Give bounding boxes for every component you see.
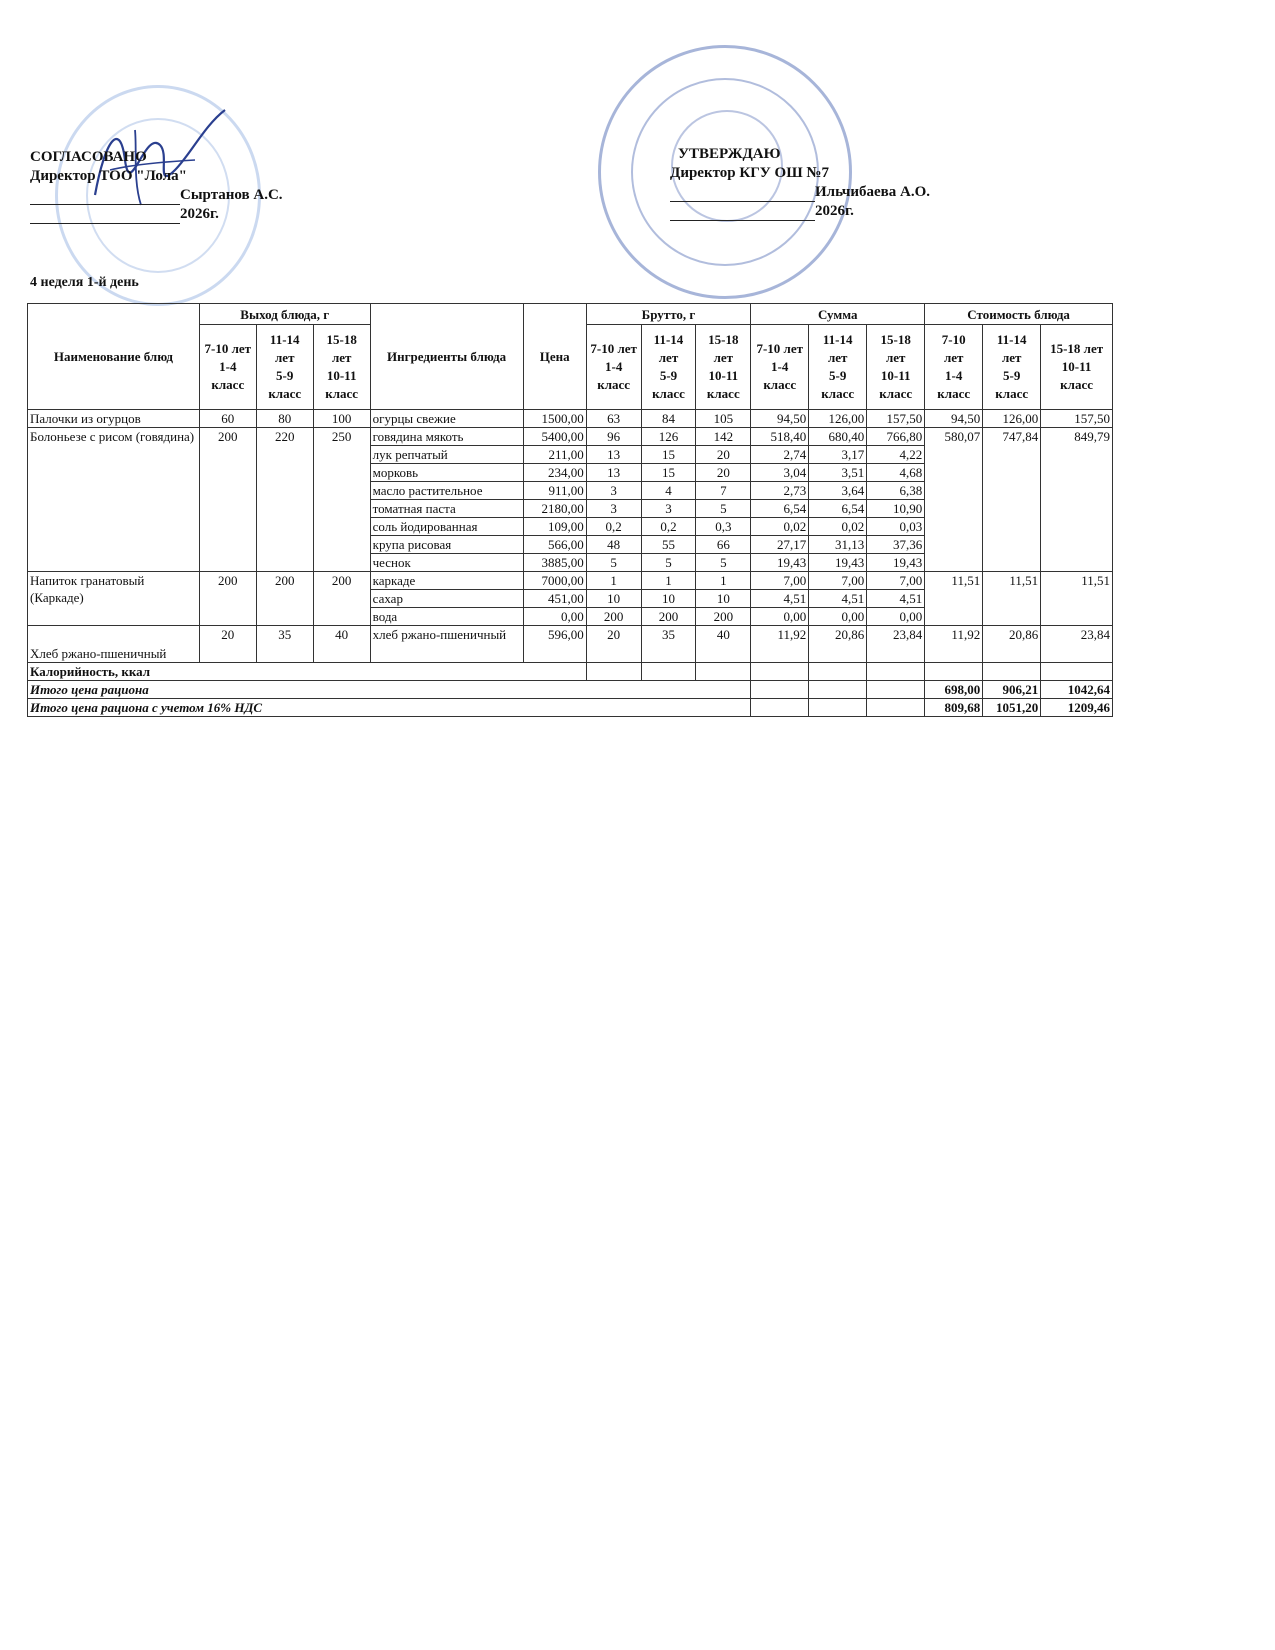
ingredient-sum: 3,17 (809, 446, 867, 464)
age-header-sum-1-line: лет (827, 350, 848, 365)
table-row (28, 428, 1113, 446)
age-header-cost-1-line: лет (1001, 350, 1022, 365)
calories-cell (809, 663, 867, 681)
header-sum: Сумма (751, 304, 925, 325)
ingredient-price: 596,00 (523, 626, 586, 663)
week-day-label: 4 неделя 1-й день (30, 275, 139, 290)
dish-cost: 849,79 (1041, 428, 1113, 572)
ingredient-sum: 680,40 (809, 428, 867, 446)
age-header-yield-2-line: 15-18 (326, 332, 357, 347)
ingredient-name: вода (370, 608, 523, 626)
age-header-yield-1-line: 5-9 (276, 368, 294, 383)
age-header-yield-2-line: класс (325, 386, 359, 401)
ingredient-sum: 10,90 (867, 500, 925, 518)
ingredient-sum: 3,64 (809, 482, 867, 500)
ingredient-sum: 94,50 (751, 410, 809, 428)
ingredient-brutto: 10 (696, 590, 751, 608)
ingredient-sum: 0,00 (809, 608, 867, 626)
ingredient-brutto: 5 (586, 554, 641, 572)
ingredient-brutto: 200 (641, 608, 696, 626)
age-header-cost-0 (925, 325, 983, 410)
ingredient-sum: 31,13 (809, 536, 867, 554)
total-vat-label: Итого цена рациона с учетом 16% НДС (28, 699, 751, 717)
ingredient-brutto: 66 (696, 536, 751, 554)
dish-cost: 94,50 (925, 410, 983, 428)
ingredient-name: говядина мякоть (370, 428, 523, 446)
ingredient-sum: 0,02 (809, 518, 867, 536)
ingredient-brutto: 1 (586, 572, 641, 590)
approval-right-name: Ильчибаева А.О. (815, 184, 930, 200)
ingredient-sum: 19,43 (751, 554, 809, 572)
total-empty-cell (751, 681, 809, 699)
ingredient-brutto: 126 (641, 428, 696, 446)
age-header-brutto-2-line: лет (713, 350, 734, 365)
ingredient-price: 7000,00 (523, 572, 586, 590)
total-value: 1042,64 (1041, 681, 1113, 699)
age-header-brutto-2-line: класс (706, 386, 740, 401)
age-header-brutto-1 (641, 325, 696, 410)
ingredient-sum: 3,04 (751, 464, 809, 482)
dish-yield: 20 (199, 626, 256, 663)
dish-cost: 11,51 (925, 572, 983, 626)
age-header-yield-1-line: 11-14 (269, 332, 300, 347)
age-header-brutto-1-line: 11-14 (653, 332, 684, 347)
ingredient-sum: 2,74 (751, 446, 809, 464)
total-empty-cell (867, 681, 925, 699)
age-header-yield-0-line: 1-4 (219, 359, 237, 374)
ingredient-sum: 19,43 (867, 554, 925, 572)
ingredient-brutto: 5 (696, 554, 751, 572)
age-header-yield-1-line: лет (275, 350, 295, 365)
approval-right-heading: УТВЕРЖДАЮ (678, 146, 781, 162)
age-header-cost-0-line: лет (943, 350, 964, 365)
ingredient-sum: 126,00 (809, 410, 867, 428)
ingredient-name: чеснок (370, 554, 523, 572)
dish-cost: 11,51 (1041, 572, 1113, 626)
ingredient-sum: 4,22 (867, 446, 925, 464)
total-label: Итого цена рациона (28, 681, 751, 699)
ingredient-brutto: 200 (696, 608, 751, 626)
ingredient-sum: 6,38 (867, 482, 925, 500)
age-header-yield-2-line: 10-11 (326, 368, 357, 383)
ingredient-brutto: 1 (696, 572, 751, 590)
ingredient-brutto: 15 (641, 446, 696, 464)
total-vat-row (28, 699, 1113, 717)
age-header-sum-2-line: 15-18 (880, 332, 911, 347)
approval-left-date-line (30, 223, 180, 224)
ingredient-price: 109,00 (523, 518, 586, 536)
ingredient-name: лук репчатый (370, 446, 523, 464)
ingredient-price: 234,00 (523, 464, 586, 482)
ingredient-brutto: 84 (641, 410, 696, 428)
header-brutto: Брутто, г (586, 304, 750, 325)
dish-cost: 747,84 (983, 428, 1041, 572)
ingredient-sum: 0,00 (751, 608, 809, 626)
ingredient-name: огурцы свежие (370, 410, 523, 428)
ingredient-brutto: 48 (586, 536, 641, 554)
ingredient-sum: 7,00 (809, 572, 867, 590)
age-header-cost-0-line: 1-4 (945, 368, 963, 383)
ingredient-name: соль йодированная (370, 518, 523, 536)
ingredient-brutto: 10 (586, 590, 641, 608)
ingredient-name: томатная паста (370, 500, 523, 518)
total-empty-cell (809, 681, 867, 699)
ingredient-sum: 766,80 (867, 428, 925, 446)
age-header-sum-0-line: 7-10 лет (756, 341, 803, 356)
ingredient-brutto: 7 (696, 482, 751, 500)
age-header-brutto-1-line: 5-9 (659, 368, 678, 383)
age-header-brutto-0-line: класс (597, 377, 631, 392)
age-header-cost-2 (1041, 325, 1113, 410)
dish-yield: 60 (199, 410, 256, 428)
calories-cell (586, 663, 641, 681)
ingredient-brutto: 3 (586, 500, 641, 518)
total-vat-empty-cell (867, 699, 925, 717)
age-header-brutto-0-line: 1-4 (605, 359, 623, 374)
calories-cell (867, 663, 925, 681)
age-header-cost-0-line: класс (937, 386, 971, 401)
ingredient-name: масло растительное (370, 482, 523, 500)
age-header-brutto-1-line: класс (652, 386, 685, 401)
menu-table (27, 303, 1113, 717)
ingredient-name: сахар (370, 590, 523, 608)
dish-yield: 200 (199, 428, 256, 572)
calories-cell (1041, 663, 1113, 681)
ingredient-sum: 4,68 (867, 464, 925, 482)
dish-name: Болоньезе с рисом (говядина) (28, 428, 200, 572)
age-header-brutto-2-line: 10-11 (708, 368, 739, 383)
ingredient-sum: 7,00 (751, 572, 809, 590)
age-header-brutto-1-line: лет (658, 350, 679, 365)
ingredient-brutto: 1 (641, 572, 696, 590)
age-header-brutto-0 (586, 325, 641, 410)
table-row (28, 572, 1113, 590)
ingredient-brutto: 40 (696, 626, 751, 663)
ingredient-price: 0,00 (523, 608, 586, 626)
age-header-sum-0-line: класс (763, 377, 797, 392)
ingredient-sum: 20,86 (809, 626, 867, 663)
dish-cost: 11,51 (983, 572, 1041, 626)
ingredient-brutto: 10 (641, 590, 696, 608)
dish-yield: 200 (199, 572, 256, 626)
age-header-cost-2-line: 10-11 (1061, 359, 1092, 374)
header-price: Цена (523, 304, 586, 410)
age-header-yield-2-line: лет (331, 350, 352, 365)
age-header-cost-1-line: 5-9 (1003, 368, 1021, 383)
ingredient-name: каркаде (370, 572, 523, 590)
calories-cell (751, 663, 809, 681)
age-header-cost-1-line: класс (995, 386, 1029, 401)
dish-cost: 20,86 (983, 626, 1041, 663)
age-header-cost-2-line: 15-18 лет (1050, 341, 1104, 356)
dish-cost: 11,92 (925, 626, 983, 663)
approval-right-block (670, 145, 930, 221)
ingredient-sum: 11,92 (751, 626, 809, 663)
ingredient-brutto: 5 (696, 500, 751, 518)
calories-cell (641, 663, 696, 681)
total-vat-value: 809,68 (925, 699, 983, 717)
ingredient-brutto: 4 (641, 482, 696, 500)
calories-row (28, 663, 1113, 681)
ingredient-brutto: 0,2 (641, 518, 696, 536)
dish-cost: 157,50 (1041, 410, 1113, 428)
calories-cell (983, 663, 1041, 681)
total-value: 698,00 (925, 681, 983, 699)
dish-cost: 580,07 (925, 428, 983, 572)
age-header-cost-1 (983, 325, 1041, 410)
dish-yield: 100 (313, 410, 370, 428)
ingredient-sum: 0,03 (867, 518, 925, 536)
ingredient-brutto: 55 (641, 536, 696, 554)
dish-cost: 23,84 (1041, 626, 1113, 663)
ingredient-name: хлеб ржано-пшеничный (370, 626, 523, 663)
ingredient-sum: 518,40 (751, 428, 809, 446)
ingredient-brutto: 3 (641, 500, 696, 518)
age-header-brutto-2-line: 15-18 (708, 332, 739, 347)
ingredient-brutto: 20 (586, 626, 641, 663)
ingredient-brutto: 0,3 (696, 518, 751, 536)
calories-cell (696, 663, 751, 681)
ingredient-sum: 27,17 (751, 536, 809, 554)
age-header-yield-0-line: 7-10 лет (204, 341, 252, 356)
ingredient-brutto: 142 (696, 428, 751, 446)
total-vat-value: 1209,46 (1041, 699, 1113, 717)
age-header-brutto-2 (696, 325, 751, 410)
ingredient-brutto: 0,2 (586, 518, 641, 536)
ingredient-price: 566,00 (523, 536, 586, 554)
total-vat-empty-cell (809, 699, 867, 717)
ingredient-sum: 4,51 (809, 590, 867, 608)
age-header-sum-1-line: класс (821, 386, 855, 401)
total-vat-empty-cell (751, 699, 809, 717)
ingredient-name: морковь (370, 464, 523, 482)
approval-left-year: 2026г. (180, 206, 219, 222)
ingredient-price: 3885,00 (523, 554, 586, 572)
age-header-sum-1-line: 11-14 (822, 332, 853, 347)
age-header-sum-2-line: 10-11 (880, 368, 911, 383)
ingredient-brutto: 20 (696, 446, 751, 464)
dish-cost: 126,00 (983, 410, 1041, 428)
ingredient-sum: 4,51 (867, 590, 925, 608)
ingredient-price: 451,00 (523, 590, 586, 608)
ingredient-sum: 7,00 (867, 572, 925, 590)
ingredient-brutto: 105 (696, 410, 751, 428)
ingredient-brutto: 15 (641, 464, 696, 482)
age-header-cost-0-line: 7-10 (941, 332, 966, 347)
ingredient-sum: 37,36 (867, 536, 925, 554)
approval-right-position: Директор КГУ ОШ №7 (670, 165, 830, 181)
dish-name: Напиток гранатовый (Каркаде) (28, 572, 200, 626)
ingredient-brutto: 13 (586, 446, 641, 464)
ingredient-sum: 6,54 (751, 500, 809, 518)
age-header-sum-0 (751, 325, 809, 410)
age-header-brutto-0-line: 7-10 лет (590, 341, 637, 356)
approval-left-position: Директор ТОО "Лола" (30, 168, 187, 184)
age-header-sum-2 (867, 325, 925, 410)
calories-cell (925, 663, 983, 681)
ingredient-sum: 23,84 (867, 626, 925, 663)
dish-yield: 40 (313, 626, 370, 663)
age-header-sum-2-line: класс (879, 386, 913, 401)
ingredient-price: 211,00 (523, 446, 586, 464)
age-header-yield-1-line: класс (268, 386, 302, 401)
age-header-sum-1-line: 5-9 (829, 368, 847, 383)
dish-yield: 220 (256, 428, 313, 572)
ingredient-sum: 0,00 (867, 608, 925, 626)
header-yield: Выход блюда, г (199, 304, 370, 325)
approval-left-heading: СОГЛАСОВАНО (30, 149, 147, 165)
ingredient-brutto: 5 (641, 554, 696, 572)
table-header (28, 304, 1113, 410)
ingredient-brutto: 35 (641, 626, 696, 663)
age-header-cost-2-line: класс (1060, 377, 1093, 392)
dish-yield: 200 (256, 572, 313, 626)
ingredient-brutto: 13 (586, 464, 641, 482)
dish-yield: 80 (256, 410, 313, 428)
ingredient-sum: 4,51 (751, 590, 809, 608)
header-dish-cost: Стоимость блюда (925, 304, 1113, 325)
approval-left-block (30, 148, 283, 224)
age-header-sum-1 (809, 325, 867, 410)
ingredient-price: 5400,00 (523, 428, 586, 446)
age-header-cost-1-line: 11-14 (996, 332, 1027, 347)
total-value: 906,21 (983, 681, 1041, 699)
ingredient-price: 1500,00 (523, 410, 586, 428)
ingredient-sum: 19,43 (809, 554, 867, 572)
approval-right-year: 2026г. (815, 203, 854, 219)
ingredient-brutto: 63 (586, 410, 641, 428)
approval-right-date-line (670, 220, 815, 221)
age-header-sum-0-line: 1-4 (771, 359, 789, 374)
total-vat-value: 1051,20 (983, 699, 1041, 717)
ingredient-name: крупа рисовая (370, 536, 523, 554)
ingredient-sum: 3,51 (809, 464, 867, 482)
table-row (28, 626, 1113, 663)
age-header-yield-0 (199, 325, 256, 410)
ingredient-brutto: 20 (696, 464, 751, 482)
ingredient-price: 911,00 (523, 482, 586, 500)
ingredient-brutto: 3 (586, 482, 641, 500)
dish-name: Хлеб ржано-пшеничный (28, 626, 200, 663)
header-ingredients: Ингредиенты блюда (370, 304, 523, 410)
header-dish-name: Наименование блюд (28, 304, 200, 410)
table-row (28, 410, 1113, 428)
approval-left-name: Сыртанов А.С. (180, 187, 283, 203)
ingredient-sum: 157,50 (867, 410, 925, 428)
age-header-yield-0-line: класс (211, 377, 245, 392)
ingredient-price: 2180,00 (523, 500, 586, 518)
dish-name: Палочки из огурцов (28, 410, 200, 428)
age-header-sum-2-line: лет (885, 350, 906, 365)
calories-label: Калорийность, ккал (28, 663, 587, 681)
ingredient-sum: 2,73 (751, 482, 809, 500)
total-row (28, 681, 1113, 699)
ingredient-sum: 0,02 (751, 518, 809, 536)
dish-yield: 250 (313, 428, 370, 572)
ingredient-sum: 6,54 (809, 500, 867, 518)
table-body (28, 410, 1113, 717)
age-header-yield-2 (313, 325, 370, 410)
dish-yield: 200 (313, 572, 370, 626)
ingredient-brutto: 200 (586, 608, 641, 626)
ingredient-brutto: 96 (586, 428, 641, 446)
dish-yield: 35 (256, 626, 313, 663)
age-header-yield-1 (256, 325, 313, 410)
